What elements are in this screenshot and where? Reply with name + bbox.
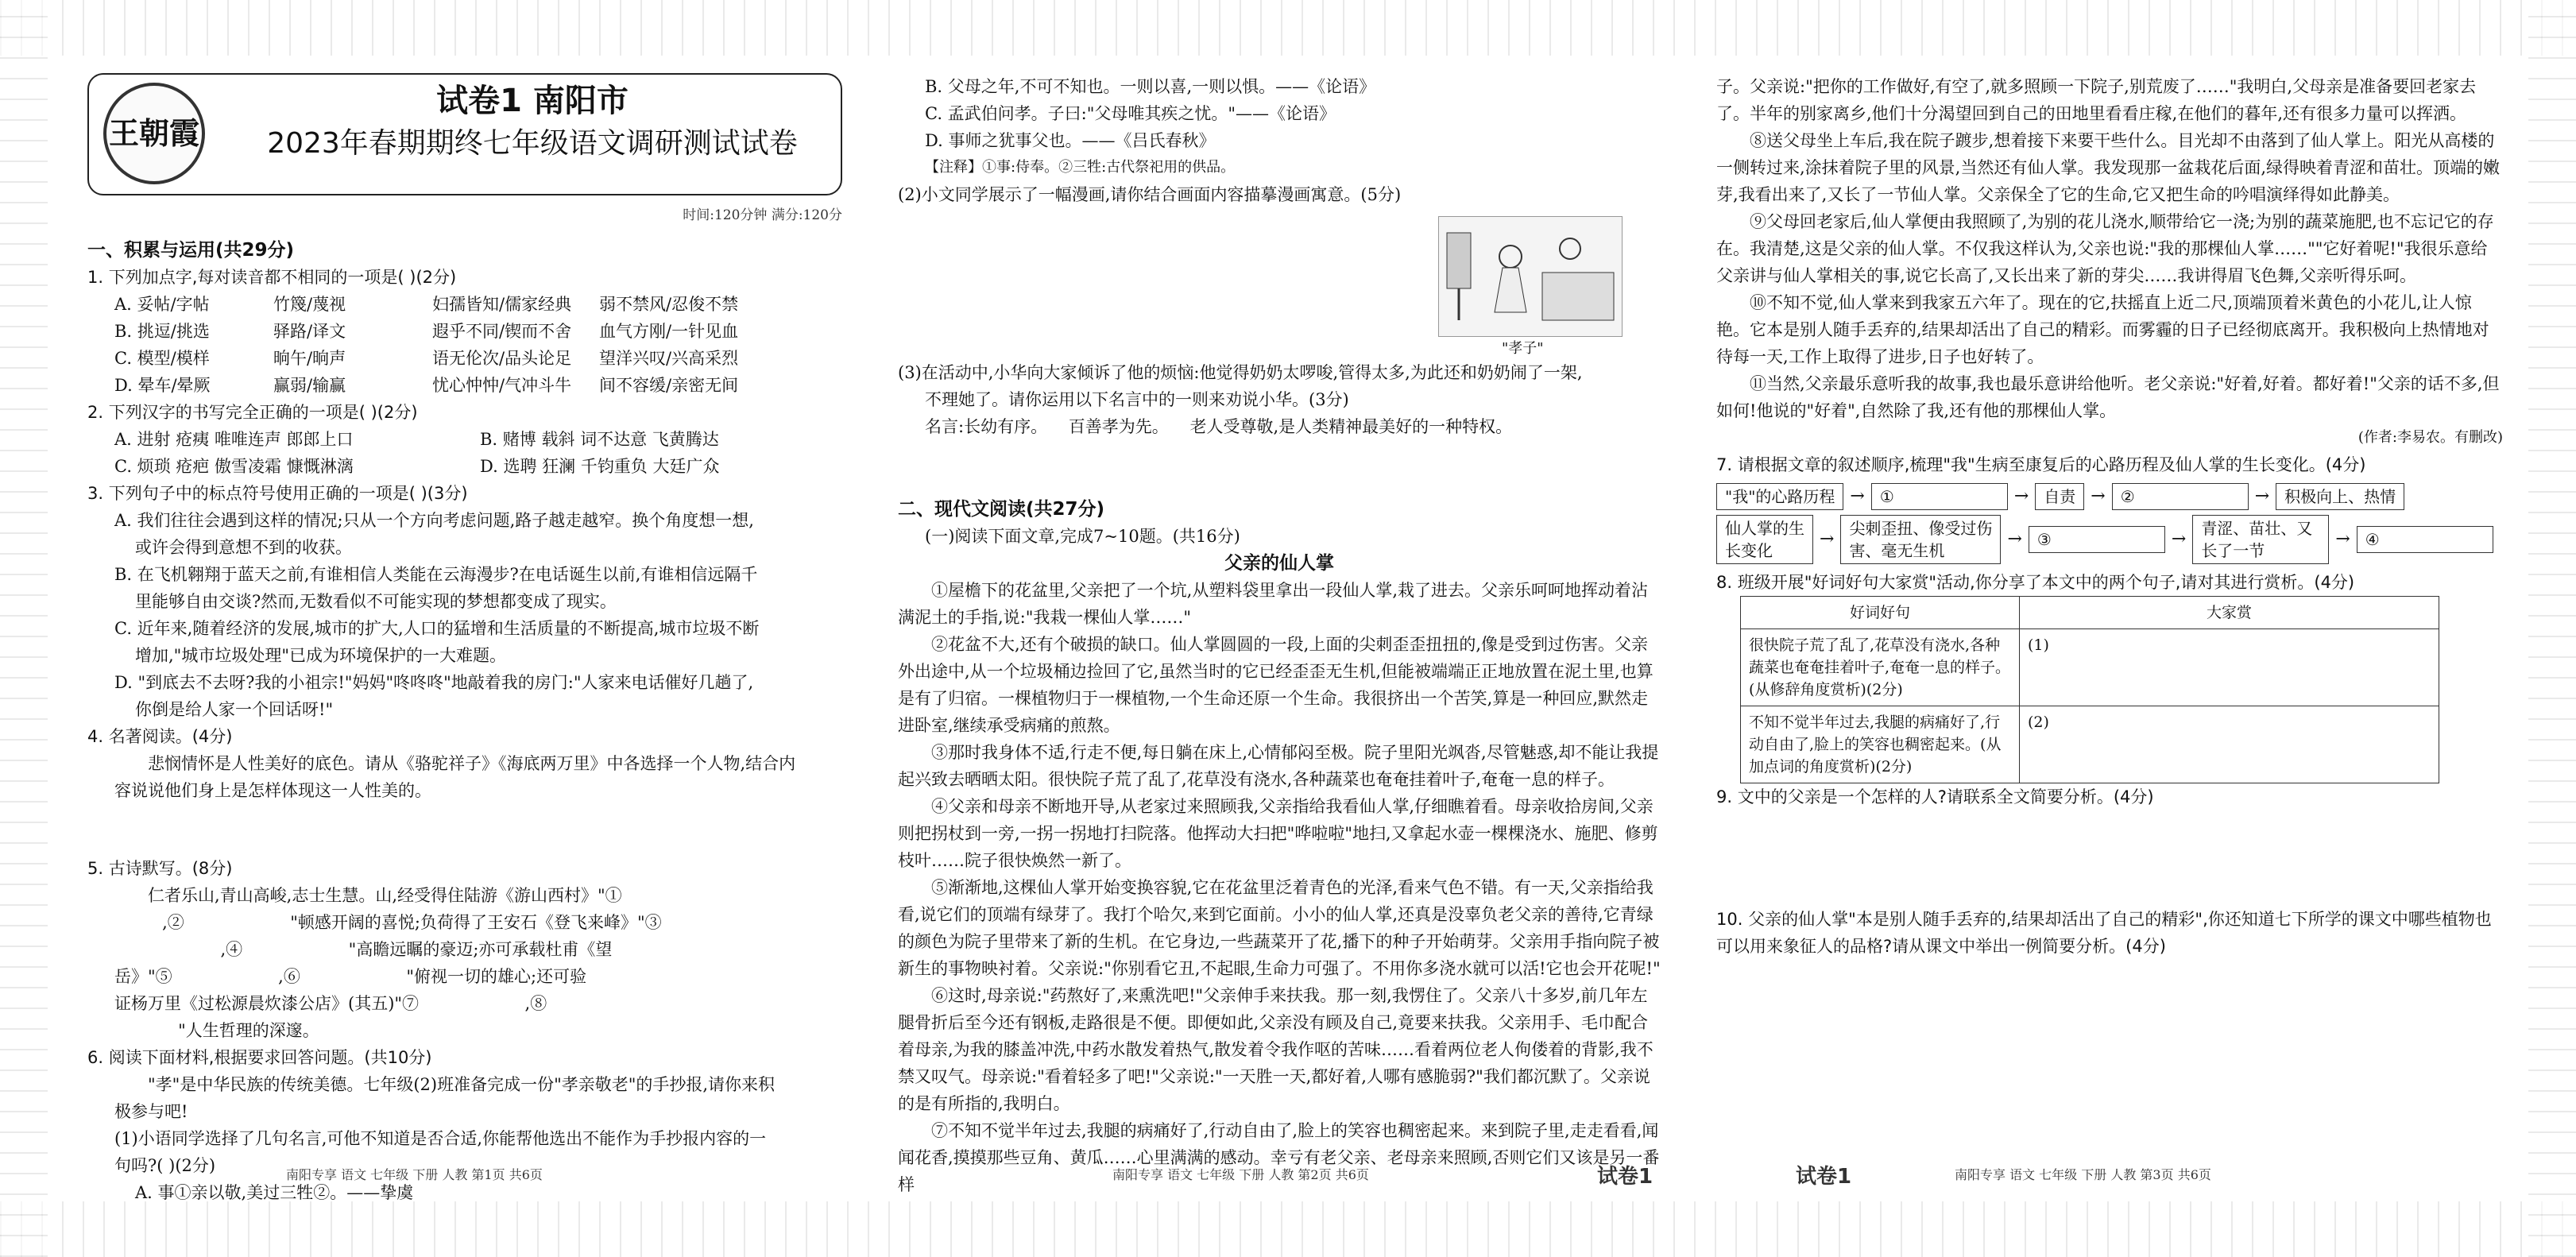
cartoon-caption: "孝子" <box>1502 340 1544 357</box>
q2-options-ab <box>87 426 842 453</box>
table-cell-sentence-1: 很快院子荒了乱了,花草没有浇水,各种蔬菜也奄奄挂着叶子,奄奄一息的样子。(从修辞角度赏析)(2分) <box>1741 629 2020 706</box>
cartoon-image <box>1438 216 1623 337</box>
q2-option-a: A. 进射 疮痍 唯唯连声 郎郎上口 <box>114 430 354 449</box>
q2-option-d: D. 选聘 狂澜 千钧重负 大廷广众 <box>480 457 720 476</box>
q3-option-b-cont: 里能够自由交谈?然而,无数看似不可能实现的梦想都变成了现实。 <box>135 592 617 611</box>
logo-text: 王朝霞 <box>108 115 199 151</box>
answer-1-label: (1) <box>2028 636 2049 654</box>
right-border-decoration <box>2528 0 2576 1257</box>
article-paragraph-7-cont: 子。父亲说:"把你的工作做好,有空了,就多照顾一下院子,别荒废了……"我明白,父母亲是准备要回老家去了。半年的别家离乡,他们十分渴望回到自己的田地里看看庄稼,在他们的暮年,还有很多力量可以挥洒。 <box>1716 77 2477 123</box>
q1-option-text: 弱不禁风/忍俊不禁 <box>599 295 739 314</box>
q5-line-4: 岳》"⑤ ,⑥ "俯视一切的雄心;还可验 <box>114 967 587 986</box>
q6-notes: 【注释】①事:侍奉。②三牲:古代祭祀用的供品。 <box>925 159 1236 176</box>
q9-answer-space[interactable] <box>1716 810 2503 906</box>
left-border-decoration <box>0 0 48 1257</box>
q1-option-text: 竹篾/蔑视 <box>273 295 346 314</box>
q3-option-c: C. 近年来,随着经济的发展,城市的扩大,人口的猛增和生活质量的不断提高,城市垃圾不断 <box>114 619 760 638</box>
flow-row-mood <box>1716 483 2503 510</box>
q1-option-text: A. 妥帖/字帖 <box>114 295 210 314</box>
question-6: 6. 阅读下面材料,根据要求回答问题。(共10分) <box>87 1048 432 1067</box>
table-row <box>1741 629 2439 706</box>
q2-option-c: C. 烦琐 疮疤 傲雪凌霜 慷慨淋漓 <box>114 457 354 476</box>
question-7: 7. 请根据文章的叙述顺序,梳理"我"生病至康复后的心路历程及仙人掌的生长变化。(4分) <box>1716 455 2366 474</box>
q3-option-d-cont: 你倒是给人家一个回话呀!" <box>135 700 334 719</box>
flow-step-thorns: 尖刺歪扭、像受过伤害、毫无生机 <box>1840 515 2001 564</box>
q6-text-2: 极参与吧! <box>114 1102 188 1121</box>
question-4: 4. 名著阅读。(4分) <box>87 727 233 746</box>
table-cell-answer-2[interactable] <box>2020 706 2439 783</box>
q5-line-5: 证杨万里《过松源晨炊漆公店》(其五)"⑦ ,⑧ <box>114 994 547 1013</box>
section-1-title: 一、积累与运用(共29分) <box>87 240 295 261</box>
q3-option-a-cont: 或许会得到意想不到的收获。 <box>135 538 352 557</box>
arrow-icon: → <box>2007 529 2022 549</box>
q1-option-text: 忧心忡忡/气冲斗牛 <box>432 376 572 395</box>
column-page-1 <box>87 73 842 1201</box>
q6-option-c: C. 孟武伯问孝。子曰:"父母唯其疾之忧。"——《论语》 <box>925 104 1336 123</box>
table-header-sentences: 好词好句 <box>1741 597 2020 629</box>
q2-options-cd <box>87 453 842 480</box>
question-3: 3. 下列句子中的标点符号使用正确的一项是( )(3分) <box>87 484 468 503</box>
table-header-appreciation: 大家赏 <box>2020 597 2439 629</box>
article-paragraph-3: ③那时我身体不适,行走不便,每日躺在床上,心情郁闷至极。院子里阳光飒沓,尽管魅惑,却不能让我提起兴致去晒晒太阳。很快院子荒了乱了,花草没有浇水,各种蔬菜也奄奄挂着叶子,奄奄一息的样子。 <box>898 743 1659 789</box>
q6-text-1: "孝"是中华民族的传统美德。七年级(2)班准备完成一份"孝亲敬老"的手抄报,请你来积 <box>148 1075 776 1094</box>
flow-blank-3[interactable]: ③ <box>2029 526 2165 553</box>
arrow-icon: → <box>2171 529 2187 549</box>
q4-text: 悲悯情怀是人性美好的底色。请从《骆驼祥子》《海底两万里》中各选择一个人物,结合内 <box>148 754 796 773</box>
q4-answer-space[interactable] <box>87 804 842 855</box>
q6-quotes: 名言:长幼有序。 百善孝为先。 老人受尊敬,是人类精神最美好的一种特权。 <box>925 417 1513 436</box>
article-paragraph-7: ⑦不知不觉半年过去,我腿的病痛好了,行动自由了,脸上的笑容也稠密起来。来到院子里,走走看看,闻闻花香,摸摸那些豆角、黄瓜……心里满满的感动。幸亏有老父亲、老母亲来照顾,否则它们又该是另一番样 <box>898 1121 1660 1194</box>
q5-line-6: "人生哲理的深邃。 <box>114 1021 319 1040</box>
question-2: 2. 下列汉字的书写完全正确的一项是( )(2分) <box>87 403 418 422</box>
table-row <box>1741 706 2439 783</box>
arrow-icon: → <box>2091 486 2106 506</box>
flow-blank-4[interactable]: ④ <box>2357 526 2493 553</box>
flow-row-cactus <box>1716 515 2503 564</box>
q6-option-a: A. 事①亲以敬,美过三牲②。——挚虞 <box>135 1183 414 1202</box>
arrow-icon: → <box>2335 529 2350 549</box>
article-paragraph-8: ⑧送父母坐上车后,我在院子踱步,想着接下来要干些什么。目光却不由落到了仙人掌上。阳光从高楼的一侧转过来,涂抹着院子里的风景,当然还有仙人掌。我发现那一盆栽花后面,绿得映着青涩和苗壮。顶端的嫩芽,我看出来了,又长了一节仙人掌。父亲保全了它的生命,它又把生命的吟唱演绎得如此静美。 <box>1716 131 2501 204</box>
answer-2-label: (2) <box>2028 714 2049 731</box>
column-page-2 <box>898 73 1661 1201</box>
flow-step-green: 青涩、苗壮、又长了一节 <box>2192 515 2329 564</box>
arrow-icon: → <box>1850 486 1865 506</box>
q1-option-d <box>87 372 842 399</box>
q1-option-text: 晌午/晌声 <box>273 349 346 368</box>
q1-option-text: 望洋兴叹/兴高采烈 <box>599 349 739 368</box>
question-8: 8. 班级开展"好词好句大家赏"活动,你分享了本文中的两个句子,请对其进行赏析。(4分) <box>1716 573 2355 592</box>
exam-subtitle: 2023年春期期终七年级语文调研测试试卷 <box>267 127 798 160</box>
question-5: 5. 古诗默写。(8分) <box>87 859 233 878</box>
article-paragraph-6: ⑥这时,母亲说:"药熬好了,来熏洗吧!"父亲伸手来扶我。那一刻,我愣住了。父亲八十多岁,前几年左腿骨折后至今还有钢板,走路很是不便。即便如此,父亲没有顾及自己,竟要来扶我。父亲用手、毛巾配合着母亲,为我的膝盖冲洗,中药水散发着热气,散发着令我作呕的苦味……看着两位老人佝偻着的背影,我不禁又叹气。母亲说:"看着轻多了吧!"父亲说:"一天胜一天,都好着,人哪有感脆弱?"我们都沉默了。父亲说的是有所指的,我明白。 <box>898 986 1654 1113</box>
q1-option-b <box>87 318 842 345</box>
article-paragraph-4: ④父亲和母亲不断地开导,从老家过来照顾我,父亲指给我看仙人掌,仔细瞧着看。母亲收拾房间,父亲则把拐杖到一旁,一拐一拐地打扫院落。他挥动大扫把"哗啦啦"地扫,又拿起水壶一棵棵浇水、施肥、修剪枝叶……院子很快焕然一新了。 <box>898 797 1658 870</box>
q2-option-b: B. 赌博 载斜 词不达意 飞黄腾达 <box>480 430 719 449</box>
article-author: (作者:李易农。有删改) <box>2357 429 2503 446</box>
arrow-icon: → <box>2254 486 2270 506</box>
q6-sub-3-cont: 不理她了。请你运用以下名言中的一则来劝说小华。(3分) <box>925 390 1349 409</box>
q5-line-2: ,② "顿感开阔的喜悦;负荷得了王安石《登飞来峰》"③ <box>114 913 662 932</box>
q6-option-b: B. 父母之年,不可不知也。一则以喜,一则以惧。——《论语》 <box>925 77 1376 96</box>
q6-sub-1-cont: 句吗?( )(2分) <box>114 1156 216 1175</box>
page-3-footer: 南阳专享 语文 七年级 下册 人教 第3页 共6页 <box>1955 1167 2211 1182</box>
flow-step-positive: 积极向上、热情 <box>2276 483 2404 510</box>
section-2-title: 二、现代文阅读(共27分) <box>898 499 1105 520</box>
article-paragraph-2: ②花盆不大,还有个破损的缺口。仙人掌圆圆的一段,上面的尖刺歪歪扭扭的,像是受到过伤害。父亲外出途中,从一个垃圾桶边捡回了它,虽然当时的它已经歪歪无生机,但能被端端正正地放置在泥土里,也算是有了归宿。一棵植物归于一棵植物,一个生命还原一个生命。我很挤出一个苦笑,算是一种回应,默然走进卧室,继续承受病痛的煎熬。 <box>898 635 1654 735</box>
section-2-part-1: (一)阅读下面文章,完成7~10题。(共16分) <box>925 527 1240 546</box>
exam-title: 试卷1 南阳市 <box>436 83 629 119</box>
flow-blank-2[interactable]: ② <box>2112 483 2249 510</box>
arrow-icon: → <box>2013 486 2029 506</box>
q1-option-text: 妇孺皆知/儒家经典 <box>432 295 572 314</box>
q6-sub-2: (2)小文同学展示了一幅漫画,请你结合画面内容描摹漫画寓意。(5分) <box>898 185 1402 204</box>
arrow-icon: → <box>1820 529 1835 549</box>
q1-option-c <box>87 345 842 372</box>
q1-option-a <box>87 291 842 318</box>
article-title: 父亲的仙人掌 <box>1224 553 1334 574</box>
cartoon-area <box>898 208 1661 359</box>
q3-option-c-cont: 增加,"城市垃圾处理"已成为环境保护的一大难题。 <box>135 646 506 665</box>
exam-mark-right: 试卷1 <box>1796 1165 1852 1189</box>
q6-answer-space[interactable] <box>898 440 1661 491</box>
question-10: 10. 父亲的仙人掌"本是别人随手丢弃的,结果却活出了自己的精彩",你还知道七下所学的课文中哪些植物也可以用来象征人的品格?请从课文中举出一例简要分析。(4分) <box>1716 910 2492 956</box>
article-paragraph-10: ⑩不知不觉,仙人掌来到我家五六年了。现在的它,扶摇直上近二尺,顶端顶着米黄色的小花儿,让人惊艳。它本是别人随手丢弃的,结果却活出了自己的精彩。而雾霾的日子已经彻底离开。我积极向上热情地对待每一天,工作上取得了进步,日子也好转了。 <box>1716 293 2489 366</box>
article-paragraph-1: ①屋檐下的花盆里,父亲把了一个坑,从塑料袋里拿出一段仙人掌,栽了进去。父亲乐呵呵地挥动着沾满泥土的手指,说:"我栽一棵仙人掌……" <box>898 581 1649 627</box>
q1-option-text: 赢弱/输赢 <box>273 376 346 395</box>
column-page-3 <box>1716 73 2503 1201</box>
q4-text-cont: 容说说他们身上是怎样体现这一人性美的。 <box>114 781 431 800</box>
article-paragraph-11: ⑪当然,父亲最乐意听我的故事,我也最乐意讲给他听。老父亲说:"好着,好着。都好着!"父亲的话不多,但如何!他说的"好着",自然除了我,还有他的那棵仙人掌。 <box>1716 374 2500 420</box>
question-9: 9. 文中的父亲是一个怎样的人?请联系全文简要分析。(4分) <box>1716 787 2154 806</box>
q1-option-text: D. 晕车/晕厥 <box>114 376 211 395</box>
q1-option-text: 间不容缓/亲密无间 <box>599 376 739 395</box>
q1-option-text: 语无伦次/品头论足 <box>432 349 572 368</box>
q1-option-text: 血气方刚/一针见血 <box>599 322 739 341</box>
q3-option-b: B. 在飞机翱翔于蓝天之前,有谁相信人类能在云海漫步?在电话诞生以前,有谁相信远隔千 <box>114 565 758 584</box>
bottom-border-decoration <box>0 1201 2576 1257</box>
table-cell-answer-1[interactable] <box>2020 629 2439 706</box>
flow-label-cactus: 仙人掌的生长变化 <box>1716 515 1813 564</box>
q1-option-text: C. 模型/模样 <box>114 349 210 368</box>
page-1-footer: 南阳专享 语文 七年级 下册 人教 第1页 共6页 <box>286 1167 543 1182</box>
table-cell-sentence-2: 不知不觉半年过去,我腿的病痛好了,行动自由了,脸上的笑容也稠密起来。(从加点词的角度赏析)(2分) <box>1741 706 2020 783</box>
q5-line-3: ,④ "高瞻远瞩的豪迈;亦可承载杜甫《望 <box>114 940 613 959</box>
q6-option-d: D. 事师之犹事父也。——《吕氏春秋》 <box>925 131 1216 150</box>
q1-option-text: B. 挑逗/挑选 <box>114 322 210 341</box>
flow-step-self-blame: 自责 <box>2035 483 2084 510</box>
exam-header <box>87 73 842 195</box>
article-paragraph-9: ⑨父母回老家后,仙人掌便由我照顾了,为别的花儿浇水,顺带给它一浇;为别的蔬菜施肥,也不忘记它的存在。我清楚,这是父亲的仙人掌。不仅我这样认为,父亲也说:"我的那棵仙人掌……""它好着呢!"我很乐意给父亲讲与仙人掌相关的事,说它长高了,又长出来了新的芽尖……我讲得眉飞色舞,父亲听得乐呵。 <box>1716 212 2494 285</box>
cartoon-drawing <box>1439 217 1622 336</box>
page-2-footer: 南阳专享 语文 七年级 下册 人教 第2页 共6页 <box>1112 1167 1369 1182</box>
q6-sub-3: (3)在活动中,小华向大家倾诉了他的烦恼:他觉得奶奶太啰唆,管得太多,为此还和奶奶闹了一架, <box>898 363 1583 382</box>
q6-sub-1: (1)小语同学选择了几句名言,可他不知道是否合适,你能帮他选出不能作为手抄报内容的一 <box>114 1129 767 1148</box>
question-1: 1. 下列加点字,每对读音都不相同的一项是( )(2分) <box>87 268 457 287</box>
brand-logo <box>103 83 205 184</box>
exam-mark-left: 试卷1 <box>1597 1165 1654 1189</box>
flow-label-mood: "我"的心路历程 <box>1716 483 1843 510</box>
time-score-info: 时间:120分钟 满分:120分 <box>683 207 842 223</box>
top-border-decoration <box>0 0 2576 56</box>
flow-blank-1[interactable]: ① <box>1871 483 2008 510</box>
appreciation-table <box>1740 596 2439 783</box>
q1-option-text: 遐乎不同/锲而不舍 <box>432 322 572 341</box>
q1-option-text: 驿路/译文 <box>273 322 346 341</box>
q3-option-a: A. 我们往往会遇到这样的情况;只从一个方向考虑问题,路子越走越窄。换个角度想一想, <box>114 511 754 530</box>
article-paragraph-5: ⑤渐渐地,这棵仙人掌开始变换容貌,它在花盆里泛着青色的光泽,看来气色不错。有一天,父亲指给我看,说它们的顶端有绿芽了。我打个哈欠,来到它面前。小小的仙人掌,还真是没辜负老父亲的善待,它青绿的颜色为院子里带来了新的生机。在它身边,一些蔬菜开了花,播下的种子开始萌芽。父亲用手指向院子被新生的事物映衬着。父亲说:"你别看它丑,不起眼,生命力可强了。不用你多浇水就可以活!它也会开花呢!" <box>898 878 1661 978</box>
q5-line-1: 仁者乐山,青山高峻,志士生慧。山,经受得住陆游《游山西村》"① <box>148 886 622 905</box>
q3-option-d: D. "到底去不去呀?我的小祖宗!"妈妈"咚咚咚"地敲着我的房门:"人家来电话催好几趟了, <box>114 673 754 692</box>
